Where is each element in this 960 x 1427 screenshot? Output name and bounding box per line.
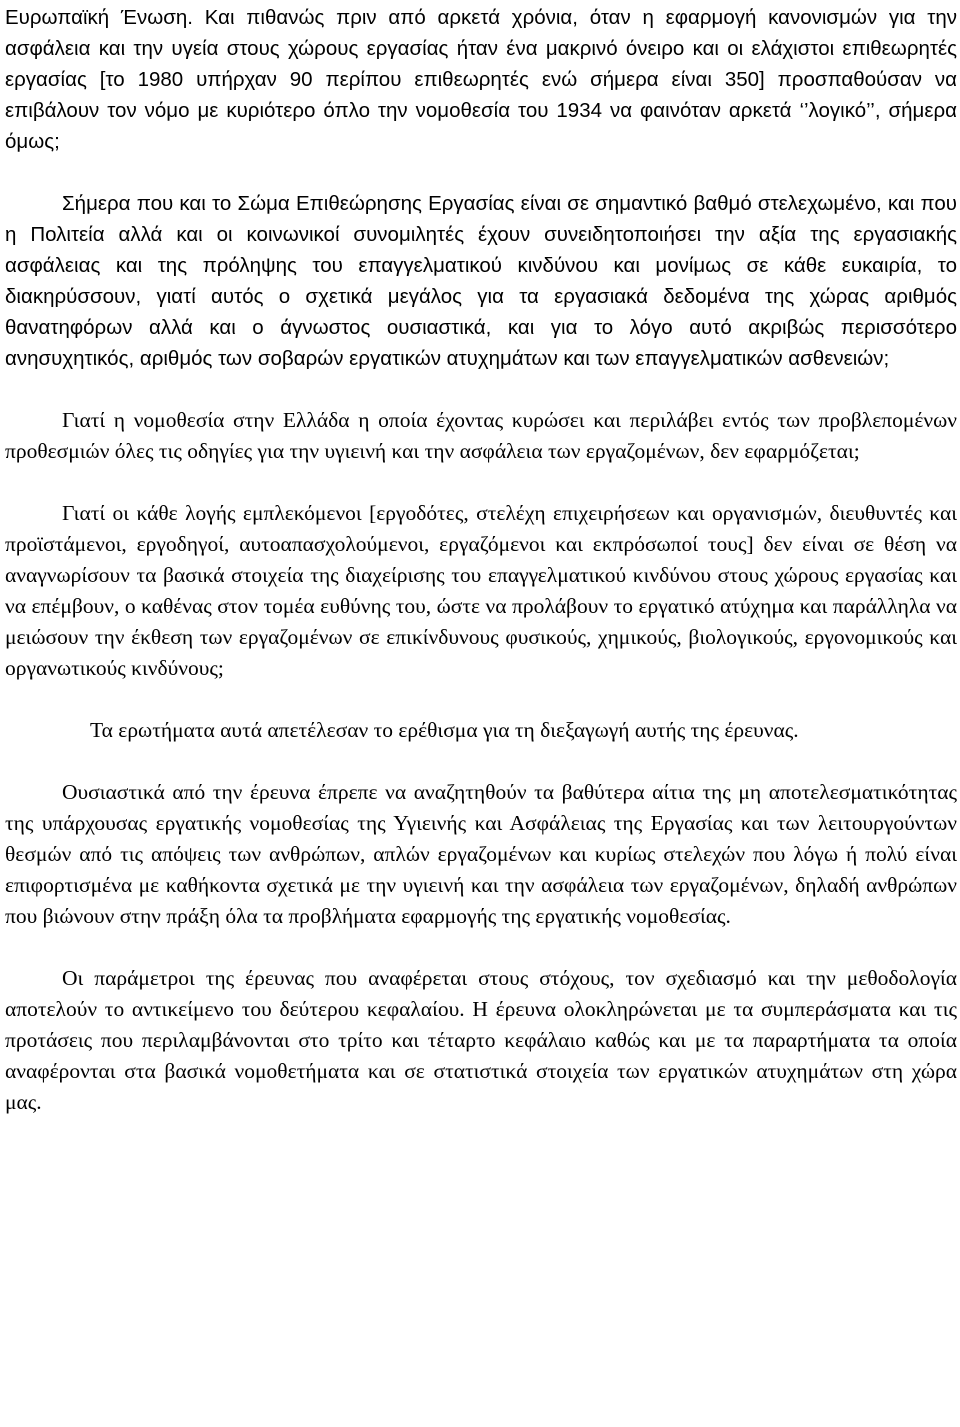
paragraph-gap xyxy=(5,746,957,777)
paragraph-gap xyxy=(5,932,957,963)
paragraph-legislation-question: Γιατί η νομοθεσία στην Ελλάδα η οποία έχοντας κυρώσει και περιλάβει εντός των προβλεπομένων προθεσμιών όλες τις οδηγίες για την υγιεινή και την ασφάλεια των εργαζομένων, δεν εφαρμόζεται; xyxy=(5,408,957,463)
paragraph-research-stimulus: Τα ερωτήματα αυτά απετέλεσαν το ερέθισμα για τη διεξαγωγή αυτής της έρευνας. xyxy=(90,718,799,742)
paragraph-gap xyxy=(5,684,957,715)
paragraph-research-aims: Ουσιαστικά από την έρευνα έπρεπε να αναζητηθούν τα βαθύτερα αίτια της μη αποτελεσματικότητας της υπάρχουσας εργατικής νομοθεσίας της Υγιεινής και Ασφάλειας της Εργασίας και των λειτουργούντων θεσμών από τις απόψεις των ανθρώπων, απλών εργαζομένων και κυρίως στελεχών που λόγω ή πολύ είναι επιφορτισμένα με καθήκοντα σχετικά με την υγιεινή και την ασφάλεια των εργαζομένων, δηλαδή ανθρώπων που βιώνουν στην πράξη όλα τα προβλήματα εφαρμογής της εργατικής νομοθεσίας. xyxy=(5,780,957,928)
paragraph-stakeholders-question: Γιατί οι κάθε λογής εμπλεκόμενοι [εργοδότες, στελέχη επιχειρήσεων και οργανισμών, διευθυντές και προϊστάμενοι, εργοδηγοί, αυτοαπασχολούμενοι, εργαζόμενοι και εκπρόσωποί τους] δεν είναι σε θέση να αναγνωρίσουν τα βασικά στοιχεία της διαχείρισης του επαγγελματικού κινδύνου στους χώρους εργασίας και να επέμβουν, ο καθένας στον τομέα ευθύνης του, ώστε να προλάβουν το εργατικό ατύχημα και παράλληλα να μειώσουν την έκθεση των εργαζομένων σε επικίνδυνους φυσικούς, χημικούς, βιολογικούς, εργονομικούς και οργανωτικούς κινδύνους; xyxy=(5,501,957,680)
paragraph-gap xyxy=(5,467,957,498)
paragraph-research-structure: Οι παράμετροι της έρευνας που αναφέρεται στους στόχους, τον σχεδιασμό και την μεθοδολογία αποτελούν το αντικείμενο του δεύτερου κεφαλαίου. Η έρευνα ολοκληρώνεται με τα συμπεράσματα και τις προτάσεις που περιλαμβάνονται στο τρίτο και τέταρτο κεφάλαιο καθώς και με τα παραρτήματα τα οποία αναφέρονται στα βασικά νομοθετήματα και σε στατιστικά στοιχεία των εργατικών ατυχημάτων στη χώρα μας. xyxy=(5,966,957,1114)
paragraph-gap xyxy=(5,157,957,188)
paragraph-gap xyxy=(5,374,957,405)
paragraph-intro-continuation: Ευρωπαϊκή Ένωση. Και πιθανώς πριν από αρκετά χρόνια, όταν η εφαρμογή κανονισμών για την ασφάλεια και την υγεία στους χώρους εργασίας ήταν ένα μακρινό όνειρο και οι ελάχιστοι επιθεωρητές εργασίας [το 1980 υπήρχαν 90 περίπου επιθεωρητές ενώ σήμερα είναι 350] προσπαθούσαν να επιβάλουν τον νόμο με κυριότερο όπλο την νομοθεσία του 1934 να φαινόταν αρκετά ‘’λογικό’’, σήμερα όμως; xyxy=(5,6,957,153)
paragraph-today-question: Σήμερα που και το Σώμα Επιθεώρησης Εργασίας είναι σε σημαντικό βαθμό στελεχωμένο, και που η Πολιτεία αλλά και οι κοινωνικοί συνομιλητές έχουν συνειδητοποιήσει την αξία της εργασιακής ασφάλειας και της πρόληψης του επαγγελματικού κινδύνου και μονίμως σε κάθε ευκαιρία, το διακηρύσσουν, γιατί αυτός ο σχετικά μεγάλος για τα εργασιακά δεδομένα της χώρας αριθμός θανατηφόρων αλλά και ο άγνωστος ουσιαστικά, και για το λόγο αυτό ακριβώς περισσότερο ανησυχητικός, αριθμός των σοβαρών εργατικών ατυχημάτων και των επαγγελματικών ασθενειών; xyxy=(5,192,957,370)
